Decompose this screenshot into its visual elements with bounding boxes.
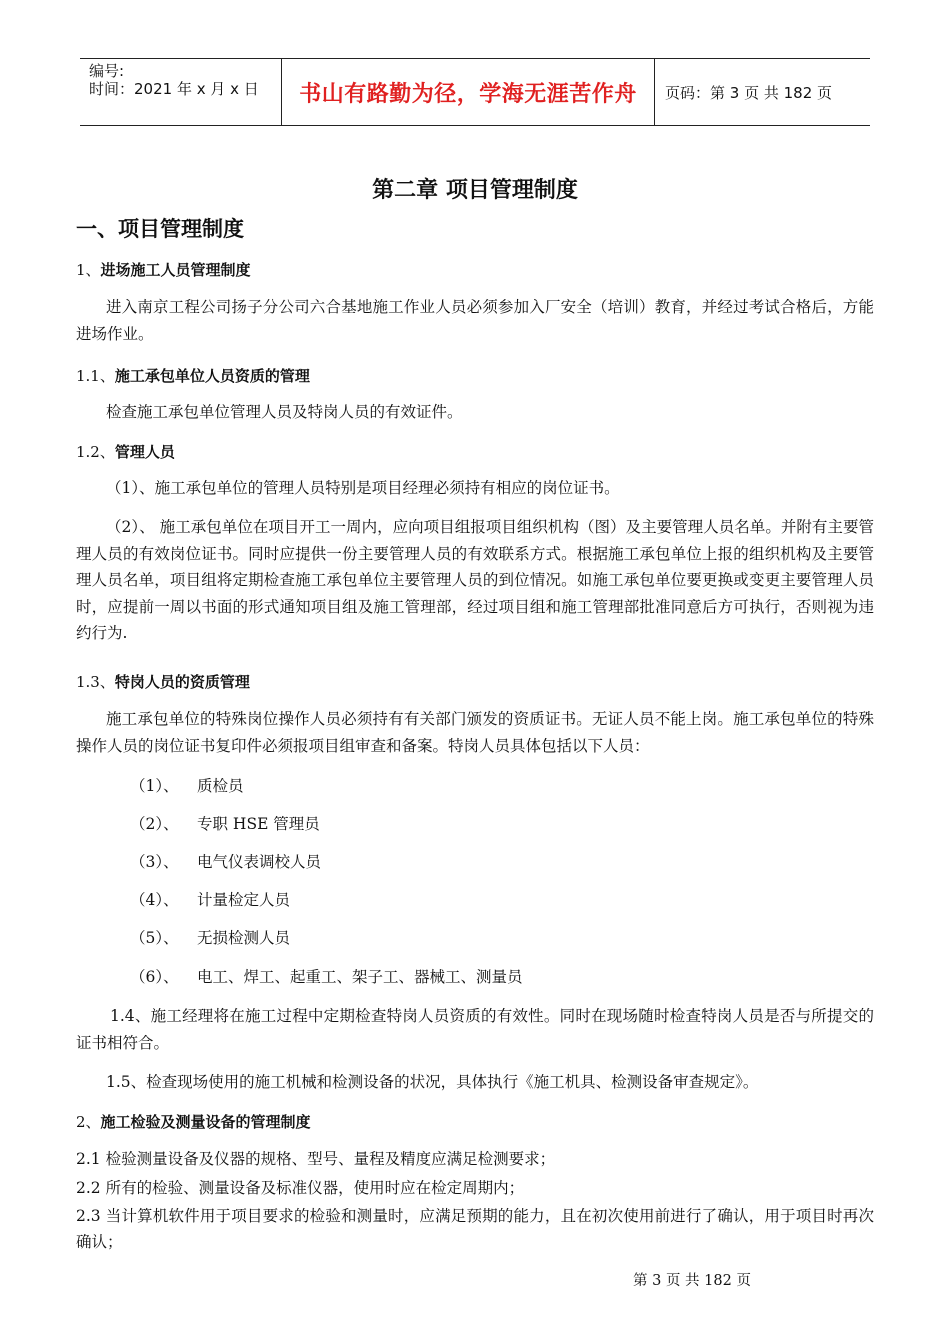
paragraph-1-5: 1.5、检查现场使用的施工机械和检测设备的状况，具体执行《施工机具、检测设备审查规定》。: [106, 1073, 759, 1091]
section-title: 一、项目管理制度: [76, 217, 244, 241]
header-page-cell: [655, 59, 870, 125]
list-item-number: （3）、: [130, 853, 179, 871]
paragraph-1-2a: （1）、施工承包单位的管理人员特别是项目经理必须持有相应的岗位证书。: [106, 479, 620, 497]
paragraph-1-3: 施工承包单位的特殊岗位操作人员必须持有有关部门颁发的资质证书。无证人员不能上岗。施工承包单位的特殊操作人员的岗位证书复印件必须报项目组审查和备案。特岗人员具体包括以下人员：: [76, 710, 874, 755]
list-item: [130, 928, 291, 948]
paragraph-2-2: 2.2 所有的检验、测量设备及标准仪器，使用时应在检定周期内；: [76, 1179, 525, 1197]
paragraph-1-4: 1.4、施工经理将在施工过程中定期检查特岗人员资质的有效性。同时在现场随时检查特岗人员是否与所提交的证书相符合。: [76, 1007, 874, 1052]
paragraph-2-1: 2.1 检验测量设备及仪器的规格、型号、量程及精度应满足检测要求；: [76, 1150, 556, 1168]
heading-text: 施工承包单位人员资质的管理: [114, 367, 310, 385]
document-date-label: 时间：2021 年 x 月 x 日: [89, 80, 259, 98]
paragraph-1-1: 检查施工承包单位管理人员及特岗人员的有效证件。: [106, 403, 463, 421]
header-meta: [80, 59, 281, 125]
list-item: [130, 890, 291, 910]
list-item-number: （1）、: [130, 777, 179, 795]
heading-text: 施工检验及测量设备的管理制度: [100, 1113, 311, 1131]
heading-1-3: [76, 671, 250, 692]
list-item: [130, 814, 320, 834]
list-item-number: （6）、: [130, 968, 179, 986]
list-item-text: 无损检测人员: [197, 929, 291, 947]
header-motto-cell: [281, 59, 655, 125]
heading-text: 管理人员: [114, 443, 175, 461]
list-item-text: 专职 HSE 管理员: [197, 815, 320, 833]
motto-text: 书山有路勤为径，学海无涯苦作舟: [299, 81, 637, 107]
heading-number: 2、: [76, 1113, 101, 1131]
heading-number: 1、: [76, 261, 101, 279]
list-item-number: （4）、: [130, 891, 179, 909]
heading-text: 特岗人员的资质管理: [114, 673, 250, 691]
list-item: [130, 776, 244, 796]
list-item: [130, 852, 322, 872]
paragraph-1: 进入南京工程公司扬子分公司六合基地施工作业人员必须参加入厂安全（培训）教育，并经过考试合格后，方能进场作业。: [76, 298, 874, 343]
header-page-info: 页码：第 3 页 共 182 页: [665, 83, 833, 102]
document-number-label: 编号:: [89, 62, 125, 80]
heading-1-2: [76, 441, 175, 462]
heading-2: [76, 1111, 311, 1132]
list-item-number: （5）、: [130, 929, 179, 947]
list-item-text: 电工、焊工、起重工、架子工、器械工、测量员: [197, 968, 523, 986]
page-footer: 第 3 页 共 182 页: [633, 1273, 751, 1289]
list-item-text: 电气仪表调校人员: [197, 853, 322, 871]
list-item-text: 计量检定人员: [197, 891, 291, 909]
list-item: [130, 967, 523, 987]
heading-text: 进场施工人员管理制度: [100, 261, 251, 279]
heading-1: [76, 259, 251, 280]
list-item-number: （2）、: [130, 815, 179, 833]
paragraph-2-3: 2.3 当计算机软件用于项目要求的检验和测量时，应满足预期的能力，且在初次使用前进行了确认，用于项目时再次确认；: [76, 1207, 874, 1251]
heading-1-1: [76, 365, 310, 386]
heading-number: 1.1、: [76, 367, 115, 385]
paragraph-1-2b: （2）、 施工承包单位在项目开工一周内，应向项目组报项目组织机构（图）及主要管理人员名单。并附有主要管理人员的有效岗位证书。同时应提供一份主要管理人员的有效联系方式。根据施工承包单位上报的组织机构及主要管理人员名单，项目组将定期检查施工承包单位主要管理人员的到位情况。如施工承包单位要更换或变更主要管理人员时，应提前一周以书面的形式通知项目组及施工管理部，经过项目组和施工管理部批准同意后方可执行，否则视为违约行为.: [76, 518, 874, 642]
list-item-text: 质检员: [197, 777, 244, 795]
chapter-title: 第二章 项目管理制度: [372, 178, 578, 203]
heading-number: 1.3、: [76, 673, 115, 691]
heading-number: 1.2、: [76, 443, 115, 461]
page-header: [80, 58, 870, 126]
